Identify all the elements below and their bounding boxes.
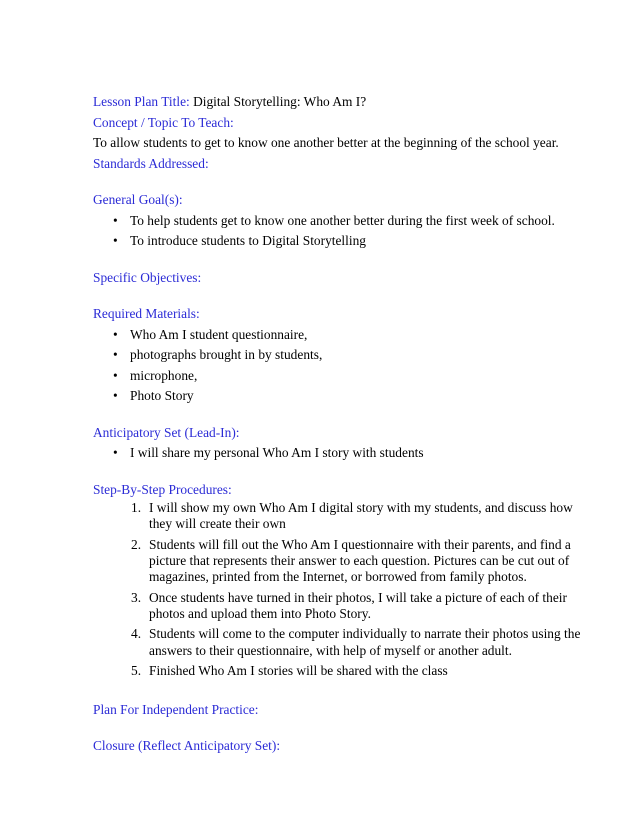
procedure-step: 4. Students will come to the computer individually to narrate their photos using the answers to their questionnaire, with help of myself or another adult. — [131, 626, 581, 658]
step-number: 1. — [131, 500, 142, 515]
step-number: 3. — [131, 589, 142, 605]
bullet-icon: • — [113, 347, 118, 362]
concept-label: Concept / Topic To Teach: — [93, 114, 234, 130]
step-number: 5. — [131, 663, 142, 679]
procedures-label: Step-By-Step Procedures: — [93, 481, 232, 497]
materials-label: Required Materials: — [93, 306, 200, 321]
bullet-icon: • — [113, 233, 118, 248]
procedure-step: 5. Finished Who Am I stories will be shared with the class — [131, 663, 448, 679]
independent-practice-label: Plan For Independent Practice: — [93, 701, 259, 717]
bullet-icon: • — [113, 445, 118, 460]
procedure-step: 2. Students will fill out the Who Am I questionnaire with their parents, and find a picture that represents their answer to each question. Pictures can be cut out of magazines, printed from the Internet, or borrowed from family photos. — [131, 536, 571, 585]
anticipatory-set-label: Anticipatory Set (Lead-In): — [93, 424, 240, 440]
lesson-title-label: Lesson Plan Title: — [93, 94, 190, 109]
materials-list — [93, 325, 593, 407]
list-item: • microphone, — [93, 366, 593, 387]
lesson-title-value: Digital Storytelling: Who Am I? — [189, 94, 367, 109]
general-goals-list — [93, 211, 593, 252]
list-item: • I will share my personal Who Am I story with students — [93, 443, 593, 464]
list-item: • Photo Story — [93, 386, 593, 407]
procedure-step: 1. I will show my own Who Am I digital story with my students, and discuss how they will create their own — [131, 500, 573, 532]
bullet-icon: • — [113, 212, 118, 228]
list-item: • photographs brought in by students, — [93, 345, 593, 366]
anticipatory-set-list — [93, 443, 593, 464]
specific-objectives-label: Specific Objectives: — [93, 269, 202, 285]
bullet-icon: • — [113, 388, 118, 403]
procedures-list — [93, 500, 593, 679]
list-item: • Who Am I student questionnaire, — [93, 325, 593, 346]
bullet-icon: • — [113, 367, 118, 383]
list-item: • To help students get to know one another better during the first week of school. — [93, 211, 593, 232]
step-number: 4. — [131, 626, 142, 642]
list-item: • To introduce students to Digital Storytelling — [93, 231, 593, 252]
lesson-title-line — [93, 92, 593, 113]
general-goals-label: General Goal(s): — [93, 192, 183, 207]
procedure-step: 3. Once students have turned in their photos, I will take a picture of each of their photos and upload them into Photo Story. — [131, 589, 567, 621]
closure-label: Closure (Reflect Anticipatory Set): — [93, 738, 281, 754]
step-number: 2. — [131, 536, 142, 552]
concept-text: To allow students to get to know one another better at the beginning of the school year. — [93, 135, 559, 150]
bullet-icon: • — [113, 326, 118, 342]
standards-label: Standards Addressed: — [93, 155, 209, 171]
lesson-plan-document — [93, 92, 593, 757]
